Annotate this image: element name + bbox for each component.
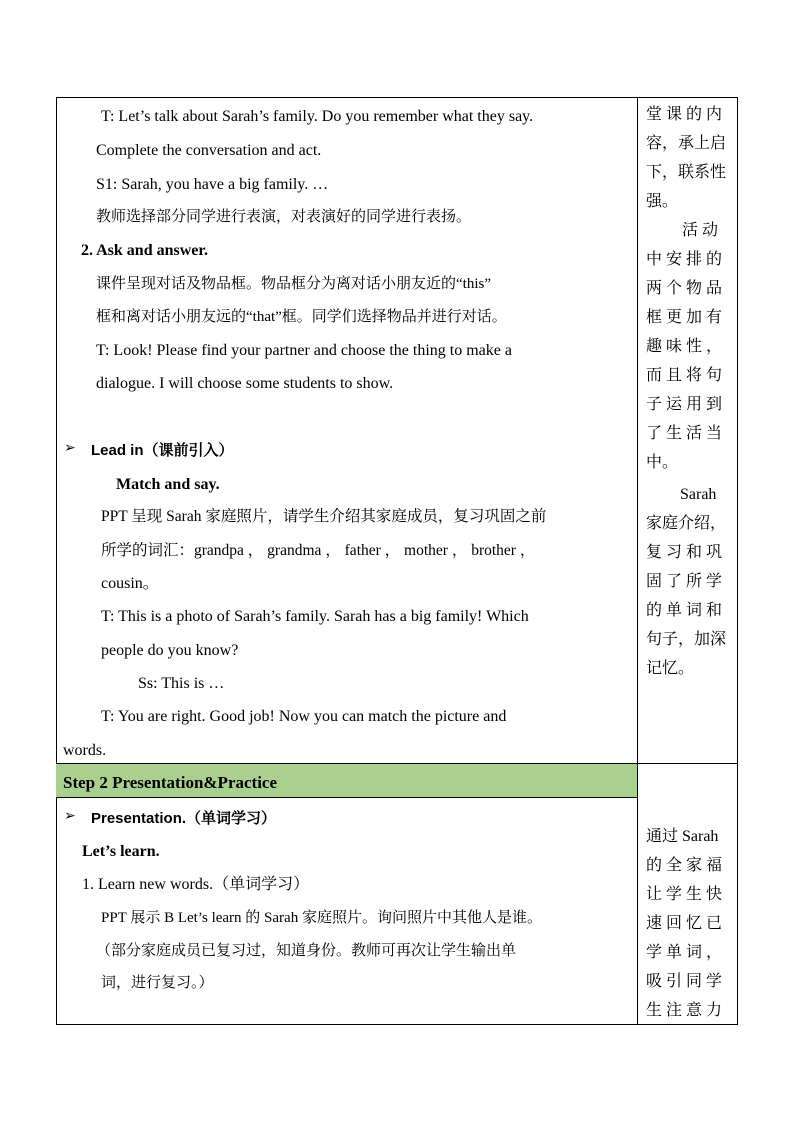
column-divider	[637, 97, 638, 1025]
chinese-line: PPT 展示 B Let’s learn 的 Sarah 家庭照片。询问照片中其他人是谁。	[101, 910, 542, 926]
arrow-bullet-icon: ➢	[64, 809, 76, 824]
teacher-line: dialogue. I will choose some students to show.	[96, 375, 394, 392]
vocabulary-line: cousin。	[101, 575, 159, 592]
side-note: 趣 味 性 ，	[646, 338, 723, 355]
chinese-line: （部分家庭成员已复习过，知道身份。教师可再次让学生输出单	[96, 943, 517, 959]
side-note: 的 单 词 和	[646, 602, 723, 619]
side-note: 两 个 物 品	[646, 280, 723, 297]
teacher-line: people do you know?	[101, 642, 239, 659]
side-note: 下，联系性	[646, 164, 727, 181]
side-note: 而 且 将 句	[646, 367, 723, 384]
instruction-line: Complete the conversation and act.	[96, 142, 322, 159]
side-note: 活 动	[682, 222, 719, 239]
side-note: 家庭介绍，	[646, 515, 727, 532]
side-note: 速 回 忆 已	[646, 915, 723, 932]
chinese-line: PPT 呈现 Sarah 家庭照片，请学生介绍其家庭成员，复习巩固之前	[101, 508, 547, 525]
chinese-line: 课件呈现对话及物品框。物品框分为离对话小朋友近的“this”	[96, 276, 491, 292]
step-header-underline	[56, 797, 637, 798]
lesson-table	[56, 97, 738, 1025]
side-note: 强。	[646, 193, 679, 210]
teacher-line: words.	[63, 742, 107, 759]
vocabulary-line: 所学的词汇：grandpa ， grandma ， father ， mother ， brother ，	[101, 542, 536, 559]
side-note: 子 运 用 到	[646, 396, 723, 413]
side-note: Sarah	[680, 486, 717, 503]
presentation-heading: Presentation.（单词学习）	[91, 810, 277, 827]
side-note: 句子，加深	[646, 631, 727, 648]
student-line: Ss: This is …	[138, 675, 225, 692]
teacher-line: T: You are right. Good job! Now you can match the picture and	[101, 708, 507, 725]
side-note: 复 习 和 巩	[646, 544, 723, 561]
side-note: 吸 引 同 学	[646, 973, 723, 990]
table-border-top	[56, 97, 738, 98]
section-heading: 2. Ask and answer.	[81, 242, 209, 259]
activity-title: Match and say.	[116, 476, 220, 493]
side-note: 框 更 加 有	[646, 309, 723, 326]
lead-in-heading: Lead in（课前引入）	[91, 442, 234, 459]
table-border-left	[56, 97, 57, 1025]
side-note: 容，承上启	[646, 135, 727, 152]
side-note: 中。	[646, 454, 679, 471]
chinese-line: 框和离对话小朋友远的“that”框。同学们选择物品并进行对话。	[96, 309, 507, 325]
side-note: 的 全 家 福	[646, 857, 723, 874]
side-note: 中 安 排 的	[646, 251, 723, 268]
side-note: 生 注 意 力	[646, 1002, 723, 1019]
step-title: Step 2 Presentation&Practice	[63, 773, 278, 792]
chinese-line: 教师选择部分同学进行表演，对表演好的同学进行表扬。	[96, 209, 472, 225]
arrow-bullet-icon: ➢	[64, 441, 76, 456]
table-border-bottom	[56, 1024, 738, 1025]
side-note: 让 学 生 快	[646, 886, 723, 903]
teacher-line: T: Look! Please find your partner and choose the thing to make a	[96, 342, 512, 359]
teacher-line: T: This is a photo of Sarah’s family. Sarah has a big family! Which	[101, 608, 529, 625]
student-line: S1: Sarah, you have a big family. …	[96, 176, 329, 193]
side-note: 学 单 词 ，	[646, 944, 723, 961]
side-note: 固 了 所 学	[646, 573, 723, 590]
activity-title: Let’s learn.	[82, 843, 160, 860]
side-note: 了 生 活 当	[646, 425, 723, 442]
table-border-right	[737, 97, 738, 1025]
step-item: 1. Learn new words.（单词学习）	[82, 876, 310, 893]
side-note: 记忆。	[646, 660, 695, 677]
side-note: 通过 Sarah	[646, 828, 719, 845]
chinese-line: 词，进行复习。）	[101, 975, 214, 991]
teacher-line: T: Let’s talk about Sarah’s family. Do you remember what they say.	[101, 108, 534, 125]
side-note: 堂 课 的 内	[646, 106, 723, 123]
